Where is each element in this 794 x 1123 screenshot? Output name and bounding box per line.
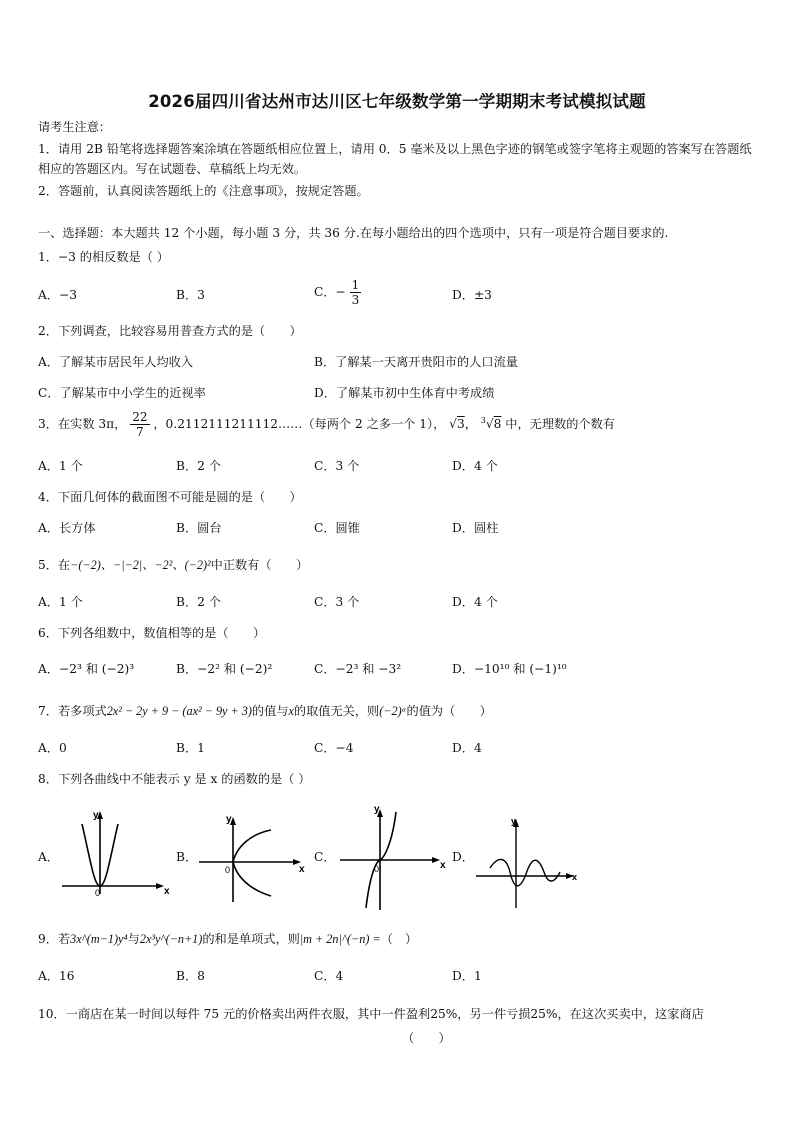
q7-variable: x [288, 704, 294, 718]
q5-option-a: A．1 个 [38, 595, 83, 609]
origin-label: 0 [374, 864, 380, 874]
fraction-numerator: 22 [132, 410, 148, 424]
q8-graph-d [472, 814, 580, 910]
q1-option-d: D．±3 [452, 288, 492, 302]
q9-expression-1: 3x^(m−1)y⁴ [70, 932, 128, 946]
q9-stem-suffix: （ ） [380, 932, 418, 946]
q4-option-c: C．圆锥 [314, 521, 360, 535]
q8-graph-b [195, 812, 307, 904]
fraction-denominator: 7 [136, 425, 144, 439]
q6-option-d: D．−10¹⁰ 和 (−1)¹⁰ [452, 662, 567, 676]
notice-item-2: 2．答题前，认真阅读答题纸上的《注意事项》，按规定答题。 [38, 184, 369, 198]
q8-option-b: B． [176, 850, 198, 864]
question-5-stem [38, 556, 308, 574]
question-7-stem [38, 702, 492, 720]
q1-option-a: A．−3 [38, 288, 77, 302]
axis-x-label: x [572, 872, 578, 882]
q9-stem-prefix: 9．若 [38, 932, 71, 946]
q5-stem-prefix: 5．在 [38, 558, 71, 572]
q7-option-a: A．0 [38, 741, 67, 755]
q1-option-c-prefix: C．− [314, 285, 346, 299]
q7-stem-prefix: 7．若多项式 [38, 704, 107, 718]
q5-option-b: B．2 个 [176, 595, 221, 609]
q7-expression: 2x² − 2y + 9 − (ax² − 9y + 3) [106, 704, 252, 718]
question-10-stem: 10．一商店在某一时间以每件 75 元的价格卖出两件衣服，其中一件盈利25%，另一件亏损25%，在这次买卖中，这家商店 [38, 1007, 704, 1021]
q3-sqrt: √3 [449, 417, 465, 431]
q6-option-c: C．−2³ 和 −3² [314, 662, 402, 676]
q2-option-c: C．了解某市中小学生的近视率 [38, 386, 206, 400]
axis-y-label: y [374, 804, 380, 815]
q4-option-d: D．圆柱 [452, 521, 499, 535]
q9-option-d: D．1 [452, 969, 482, 983]
q7-option-d: D．4 [452, 741, 482, 755]
q8-graph-a [60, 808, 172, 898]
q5-expression: −(−2)、−|−2|、−2²、(−2)² [70, 558, 211, 572]
q6-option-a: A．−2³ 和 (−2)³ [38, 662, 135, 676]
q9-expression-2: 2x³y^(−n+1) [139, 932, 203, 946]
q4-option-a: A．长方体 [38, 521, 96, 535]
q3-fraction [130, 410, 149, 439]
cbrt-radicand: 8 [493, 417, 502, 431]
q3-option-c: C．3 个 [314, 459, 360, 473]
q3-option-d: D．4 个 [452, 459, 498, 473]
q6-option-b: B．−2² 和 (−2)² [176, 662, 273, 676]
q2-option-a: A．了解某市居民年人均收入 [38, 355, 194, 369]
section-heading: 一、选择题：本大题共 12 个小题，每小题 3 分，共 36 分.在每小题给出的四个选项中，只有一项是符合题目要求的. [38, 226, 669, 240]
q3-stem-prefix: 3．在实数 3π， [38, 417, 127, 431]
q8-graph-c [336, 804, 450, 914]
q1-option-b: B．3 [176, 288, 205, 302]
question-1-stem: 1．−3 的相反数是（ ） [38, 250, 169, 264]
fraction-numerator: 1 [351, 278, 360, 292]
q9-stem-mid2: 的和是单项式，则 [202, 932, 300, 946]
q2-option-d: D．了解某市初中生体育中考成绩 [314, 386, 495, 400]
q3-cbrt: $^3$√8 [480, 416, 502, 431]
axis-x-label: x [164, 886, 170, 897]
question-8-stem: 8．下列各曲线中不能表示 y 是 x 的函数的是（ ） [38, 772, 311, 786]
fraction-denominator: 3 [351, 293, 360, 307]
axis-y-label: y [93, 810, 99, 821]
q3-option-a: A．1 个 [38, 459, 83, 473]
question-3-stem: 3．在实数 3π， $\frac{22}{7}$ ，0.2112111211112……（每两个 2 之多一个 1）， √3， $^3$√8 中，无理数的个数有 [38, 410, 615, 439]
q7-option-c: C．−4 [314, 741, 354, 755]
sqrt-radicand: 3 [456, 417, 465, 431]
q7-stem-suffix: 的值为（ ） [406, 704, 492, 718]
q5-option-c: C．3 个 [314, 595, 360, 609]
question-4-stem: 4．下面几何体的截面图不可能是圆的是（ ） [38, 490, 302, 504]
page-title: 2026届四川省达州市达川区七年级数学第一学期期末考试模拟试题 [148, 92, 646, 111]
q8-option-d: D． [452, 850, 474, 864]
origin-label: 0 [225, 865, 231, 875]
q9-option-a: A．16 [38, 969, 75, 983]
q9-option-b: B．8 [176, 969, 205, 983]
q5-option-d: D．4 个 [452, 595, 498, 609]
q3-stem-suffix: 中，无理数的个数有 [505, 417, 615, 431]
q3-option-b: B．2 个 [176, 459, 221, 473]
notice-item-1: 1．请用 2B 铅笔将选择题答案涂填在答题纸相应位置上，请用 0．5 毫米及以上黑色字迹的钢笔或签字笔将主观题的答案写在答题纸相应的答题区内。写在试题卷、草稿纸上均无效。 [38, 142, 752, 176]
q7-stem-mid: 的值与 [251, 704, 289, 718]
cbrt-index: 3 [480, 416, 486, 425]
q1-option-c-fraction [350, 278, 362, 307]
q1-option-c [314, 278, 361, 307]
q9-stem-mid: 与 [127, 932, 140, 946]
q4-option-b: B．圆台 [176, 521, 222, 535]
origin-label: 0 [95, 888, 101, 898]
axis-x-label: x [440, 860, 446, 871]
q8-option-c: C． [314, 850, 336, 864]
q7-stem-mid2: 的取值无关，则 [293, 704, 380, 718]
q8-option-a: A． [38, 850, 59, 864]
question-6-stem: 6．下列各组数中，数值相等的是（ ） [38, 626, 266, 640]
q7-option-b: B．1 [176, 741, 205, 755]
axis-x-label: x [299, 864, 305, 875]
q9-option-c: C．4 [314, 969, 344, 983]
q3-stem-mid: ，0.2112111211112……（每两个 2 之多一个 1）， [153, 417, 446, 431]
q9-expression-3: |m + 2n|^(−n) = [299, 932, 381, 946]
question-9-stem [38, 930, 417, 948]
axis-y-label: y [511, 816, 517, 826]
question-2-stem: 2．下列调查，比较容易用普查方式的是（ ） [38, 324, 302, 338]
q2-option-b: B．了解某一天离开贵阳市的人口流量 [314, 355, 518, 369]
q5-stem-suffix: 中正数有（ ） [210, 558, 309, 572]
axis-y-label: y [226, 814, 232, 825]
q7-expression-2: (−2)ᵃ [379, 704, 407, 718]
q10-stem-end: （ ） [402, 1031, 451, 1045]
notice-heading: 请考生注意： [38, 120, 112, 134]
